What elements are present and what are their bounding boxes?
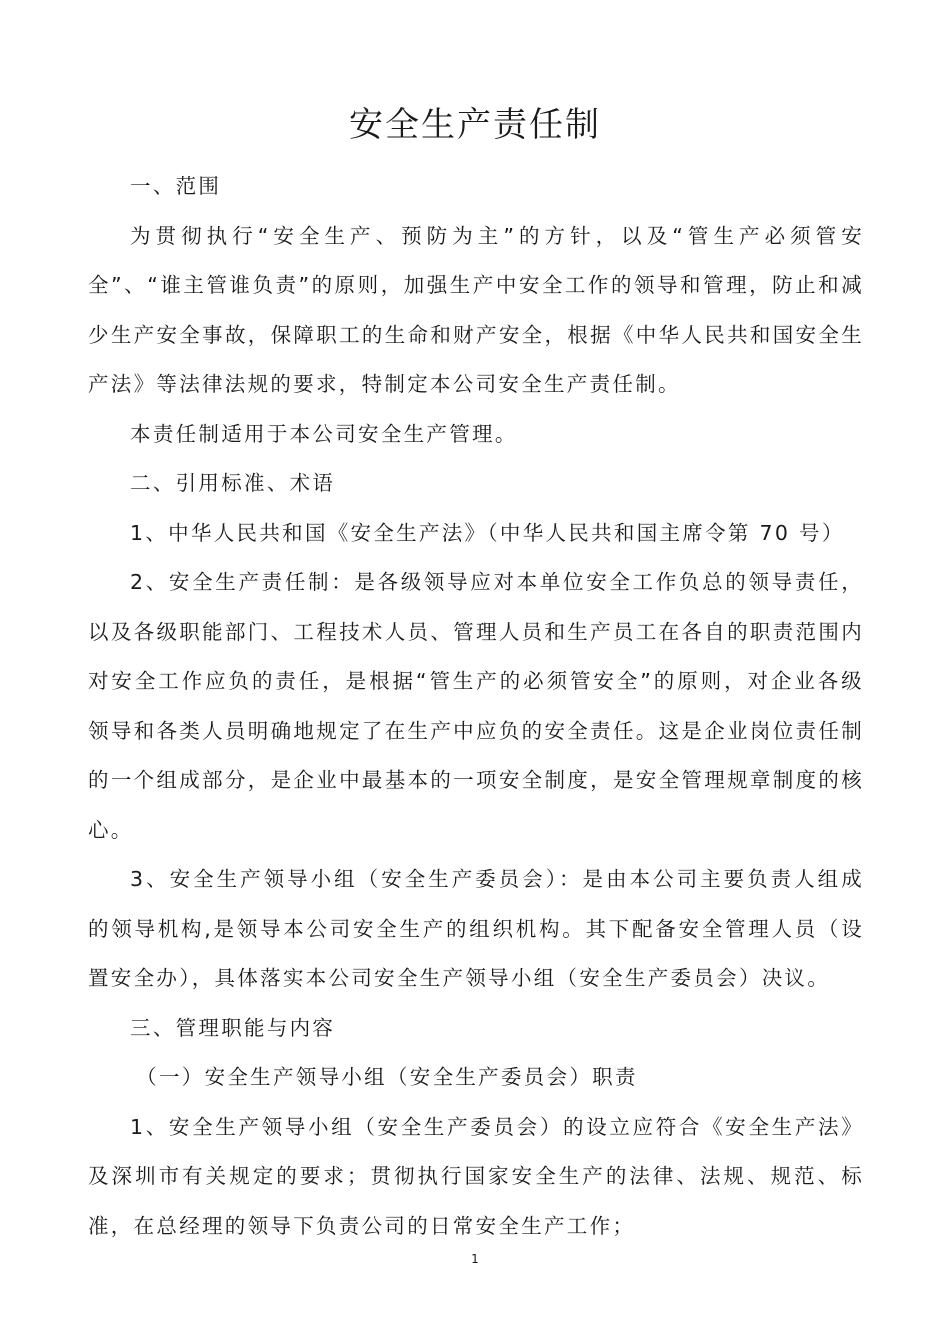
paragraph-duty-1: 1、安全生产领导小组（安全生产委员会）的设立应符合《安全生产法》及深圳市有关规定的要求；贯彻执行国家安全生产的法律、法规、规范、标准，在总经理的领导下负责公司的日常安全生产工作； xyxy=(88,1114,864,1238)
section-heading-management: 三、管理职能与内容 xyxy=(130,1015,336,1040)
paragraph-reference-law: 1、中华人民共和国《安全生产法》（中华人民共和国主席令第 70 号） xyxy=(130,520,845,545)
subsection-heading-leading-group-duties: （一）安全生产领导小组（安全生产委员会）职责 xyxy=(136,1065,638,1089)
section-heading-scope: 一、范围 xyxy=(130,174,222,198)
paragraph-purpose: 为贯彻执行“安全生产、预防为主”的方针，以及“管生产必须管安全”、“谁主管谁负责”的原则，加强生产中安全工作的领导和管理，防止和减少生产安全事故，保障职工的生命和财产安全，根据《中华人民共和国安全生产法》等法律法规的要求，特制定本公司安全生产责任制。 xyxy=(88,223,864,396)
section-heading-references: 二、引用标准、术语 xyxy=(130,471,336,495)
page-number: 1 xyxy=(471,1252,479,1266)
paragraph-term-responsibility-system: 2、安全生产责任制：是各级领导应对本单位安全工作负总的领导责任，以及各级职能部门、工程技术人员、管理人员和生产员工在各自的职责范围内对安全工作应负的责任，是根据“管生产的必须管安全”的原则，对企业各级领导和各类人员明确地规定了在生产中应负的安全责任。这是企业岗位责任制的一个组成部分，是企业中最基本的一项安全制度，是安全管理规章制度的核心。 xyxy=(88,570,864,842)
paragraph-term-leading-group: 3、安全生产领导小组（安全生产委员会）：是由本公司主要负责人组成的领导机构,是领导本公司安全生产的组织机构。其下配备安全管理人员（设置安全办），具体落实本公司安全生产领导小组（安全生产委员会）决议。 xyxy=(88,867,864,990)
document-body xyxy=(88,162,864,1251)
paragraph-applicability: 本责任制适用于本公司安全生产管理。 xyxy=(130,421,518,446)
document-title: 安全生产责任制 xyxy=(349,105,601,145)
